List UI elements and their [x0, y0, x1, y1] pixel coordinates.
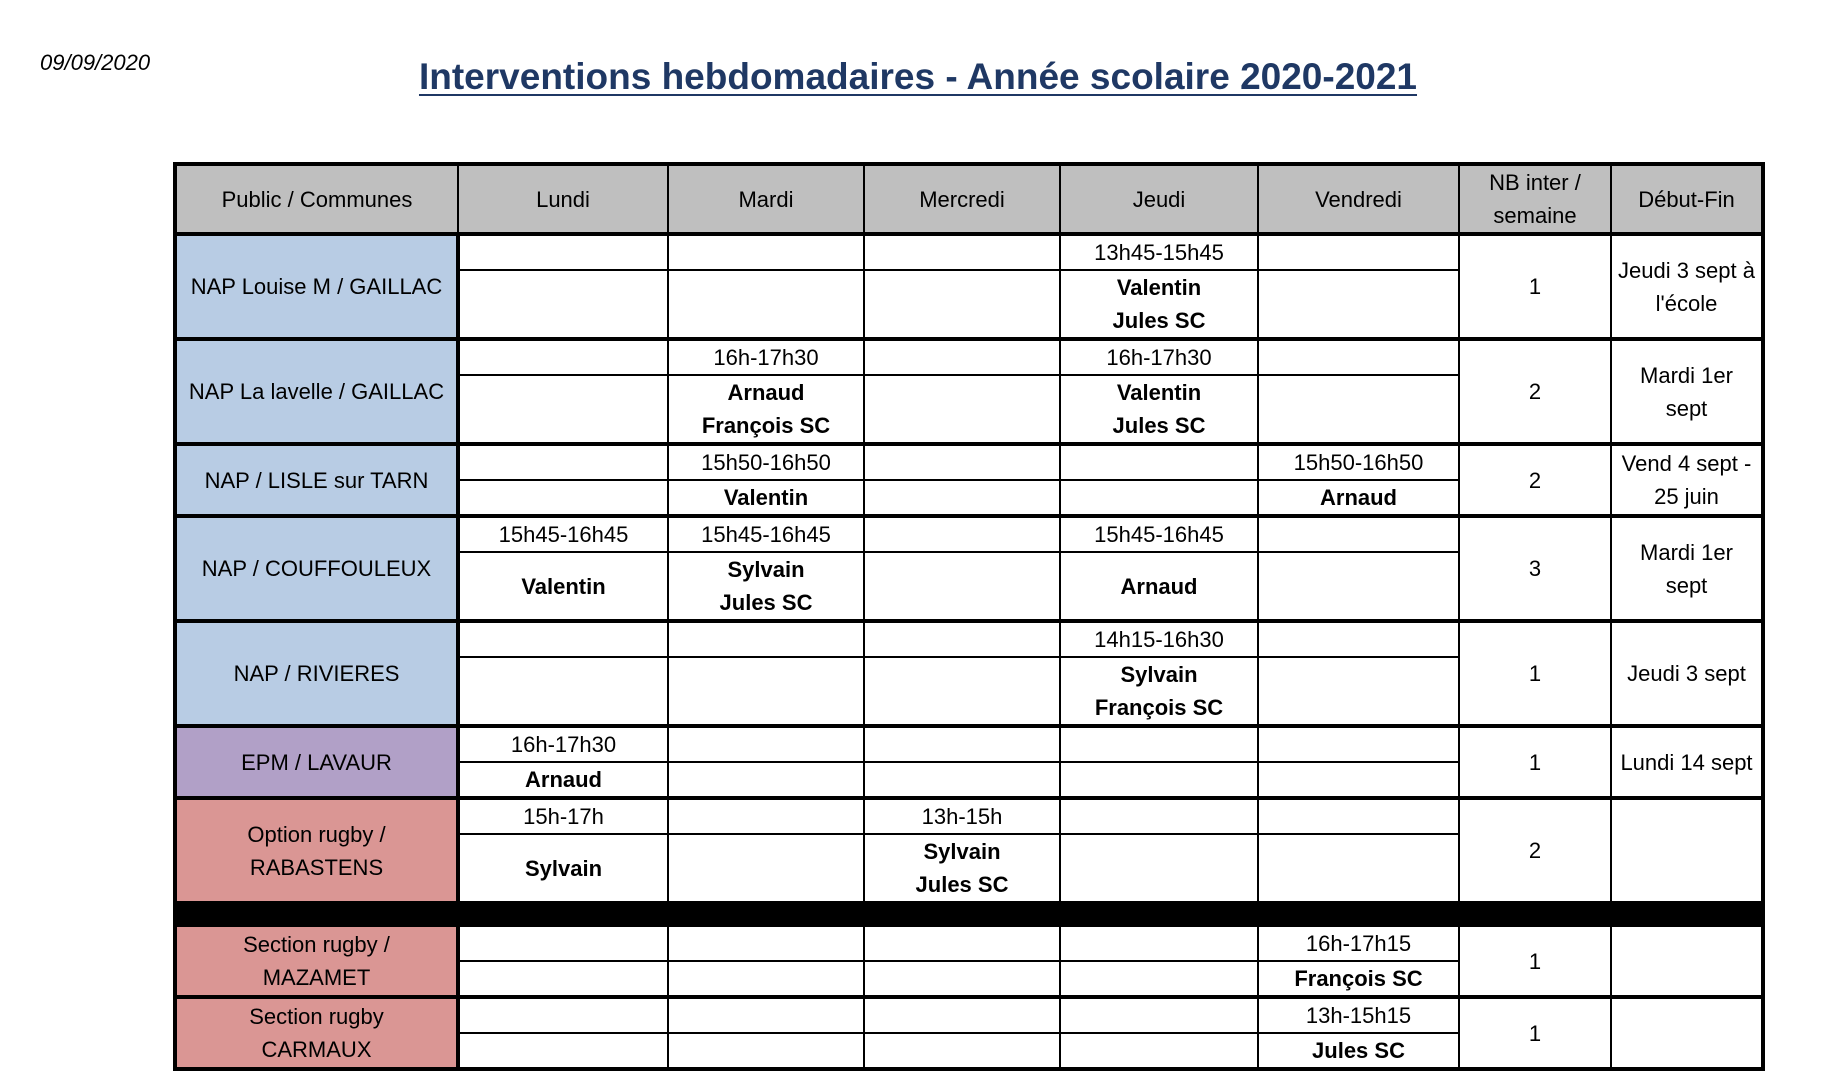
public-label: EPM / LAVAUR [241, 749, 392, 775]
time-cell [864, 726, 1060, 762]
debut-fin-cell [1611, 997, 1763, 1069]
time-cell [458, 234, 668, 270]
public-label: CARMAUX [261, 1037, 372, 1062]
time-cell [1060, 997, 1258, 1033]
nb-inter-cell: 1 [1459, 234, 1611, 339]
intervenant-name: François SC [701, 413, 831, 438]
time-cell: 15h-17h [458, 798, 668, 834]
time-cell: 16h-17h30 [1060, 339, 1258, 375]
intervenant-name: Jules SC [915, 872, 1009, 897]
public-label: NAP / COUFFOULEUX [201, 556, 432, 581]
names-cell [458, 834, 668, 902]
header-vendredi: Vendredi [1258, 164, 1459, 234]
names-cell [1060, 1033, 1258, 1069]
schedule-body [175, 234, 1763, 1069]
intervenant-name: Arnaud [1120, 573, 1198, 599]
names-cell [668, 1033, 864, 1069]
table-row [175, 444, 1763, 480]
public-cell [175, 997, 458, 1069]
table-row [175, 339, 1763, 375]
table-row [175, 726, 1763, 762]
header-row [175, 164, 1763, 234]
names-cell [458, 552, 668, 621]
public-cell [175, 925, 458, 997]
time-cell [668, 234, 864, 270]
header-nb-line2: semaine [1493, 203, 1577, 228]
time-cell [668, 621, 864, 657]
time-cell: 16h-17h15 [1258, 925, 1459, 961]
intervenant-name: Arnaud [525, 767, 602, 792]
names-cell [1060, 270, 1258, 339]
schedule-table [173, 162, 1765, 1071]
names-cell [864, 834, 1060, 902]
nb-inter-cell: 3 [1459, 516, 1611, 621]
names-cell [668, 552, 864, 621]
public-cell [175, 339, 458, 444]
names-cell [458, 961, 668, 997]
names-cell [1258, 961, 1459, 997]
intervenant-name: Valentin [1116, 275, 1202, 300]
time-cell: 16h-17h30 [458, 726, 668, 762]
header-debut-fin: Début-Fin [1611, 164, 1763, 234]
nb-inter-cell: 1 [1459, 726, 1611, 798]
public-label: NAP / RIVIERES [233, 661, 400, 686]
time-cell [458, 997, 668, 1033]
public-cell [175, 726, 458, 798]
page-title: Interventions hebdomadaires - Année scolaire 2020-2021 [418, 56, 1418, 97]
intervenant-name: Arnaud [1320, 485, 1397, 510]
intervenant-name: Sylvain [524, 855, 603, 881]
time-cell: 14h15-16h30 [1060, 621, 1258, 657]
names-cell [1060, 552, 1258, 621]
names-cell [864, 375, 1060, 444]
intervenant-name: Valentin [723, 485, 809, 510]
time-cell: 15h45-16h45 [458, 516, 668, 552]
public-cell [175, 234, 458, 339]
nb-inter-cell: 2 [1459, 444, 1611, 516]
intervenant-name: Jules SC [1312, 1038, 1405, 1063]
intervenant-name: Sylvain [727, 557, 805, 582]
debut-fin-text: 25 juin [1654, 484, 1719, 509]
time-cell [1258, 726, 1459, 762]
header-public: Public / Communes [175, 164, 458, 234]
debut-fin-text: Mardi 1er [1640, 539, 1733, 565]
time-cell [458, 621, 668, 657]
intervenant-name: Jules SC [1112, 308, 1206, 333]
table-row [175, 798, 1763, 834]
section-separator [175, 902, 1763, 925]
debut-fin-cell [1611, 339, 1763, 444]
time-cell [1258, 234, 1459, 270]
names-cell [864, 480, 1060, 516]
names-cell [668, 762, 864, 798]
names-cell [668, 375, 864, 444]
names-cell [864, 552, 1060, 621]
nb-inter-cell: 2 [1459, 339, 1611, 444]
time-cell [458, 444, 668, 480]
public-label: Section rugby / [243, 932, 390, 957]
names-cell [668, 657, 864, 726]
names-cell [668, 480, 864, 516]
names-cell [1258, 552, 1459, 621]
public-label: RABASTENS [249, 854, 384, 880]
intervenant-name: Valentin [521, 573, 606, 599]
names-cell [1258, 480, 1459, 516]
intervenant-name: Jules SC [1112, 413, 1206, 438]
time-cell [864, 621, 1060, 657]
names-cell [458, 762, 668, 798]
intervenant-name: Sylvain [923, 839, 1001, 864]
time-cell: 15h45-16h45 [668, 516, 864, 552]
debut-fin-text: sept [1665, 395, 1708, 421]
time-cell: 15h50-16h50 [1258, 444, 1459, 480]
debut-fin-text: Jeudi 3 sept [1627, 661, 1746, 686]
time-cell: 13h45-15h45 [1060, 234, 1258, 270]
header-mercredi: Mercredi [864, 164, 1060, 234]
table-row [175, 516, 1763, 552]
intervenant-name: François SC [1094, 695, 1224, 720]
time-cell: 13h-15h15 [1258, 997, 1459, 1033]
debut-fin-text: Lundi 14 sept [1620, 749, 1753, 775]
names-cell [668, 834, 864, 902]
debut-fin-text: Mardi 1er [1640, 362, 1733, 388]
header-nb-line1: NB inter / [1489, 170, 1581, 195]
names-cell [458, 657, 668, 726]
names-cell [864, 762, 1060, 798]
time-cell: 15h50-16h50 [668, 444, 864, 480]
public-cell [175, 444, 458, 516]
time-cell [1060, 798, 1258, 834]
names-cell [458, 270, 668, 339]
table-row [175, 234, 1763, 270]
intervenant-name: François SC [1294, 966, 1423, 991]
names-cell [1258, 834, 1459, 902]
names-cell [458, 375, 668, 444]
time-cell [458, 925, 668, 961]
names-cell [1060, 961, 1258, 997]
time-cell [1258, 798, 1459, 834]
time-cell [1060, 444, 1258, 480]
intervenant-name: Valentin [1116, 380, 1202, 405]
time-cell: 16h-17h30 [668, 339, 864, 375]
time-cell [864, 997, 1060, 1033]
names-cell [1258, 270, 1459, 339]
table-row [175, 621, 1763, 657]
time-cell: 13h-15h [864, 798, 1060, 834]
debut-fin-text: l'école [1655, 290, 1718, 316]
debut-fin-cell [1611, 444, 1763, 516]
public-label: NAP La lavelle / GAILLAC [188, 379, 445, 404]
debut-fin-cell [1611, 798, 1763, 902]
names-cell [1060, 657, 1258, 726]
time-cell: 15h45-16h45 [1060, 516, 1258, 552]
public-label: NAP / LISLE sur TARN [204, 467, 429, 493]
names-cell [1060, 762, 1258, 798]
names-cell [1060, 480, 1258, 516]
nb-inter-cell: 1 [1459, 621, 1611, 726]
document-date: 09/09/2020 [40, 50, 151, 75]
intervenant-name: Arnaud [727, 380, 805, 405]
header-mardi: Mardi [668, 164, 864, 234]
debut-fin-cell [1611, 621, 1763, 726]
public-label: MAZAMET [262, 965, 371, 990]
nb-inter-cell: 1 [1459, 997, 1611, 1069]
table-row [175, 925, 1763, 961]
header-nb-inter [1459, 164, 1611, 234]
time-cell [1258, 339, 1459, 375]
time-cell [458, 339, 668, 375]
public-label: Section rugby [249, 1004, 384, 1029]
time-cell [1060, 726, 1258, 762]
names-cell [1258, 762, 1459, 798]
public-label: Option rugby / [247, 821, 386, 847]
public-cell [175, 516, 458, 621]
names-cell [864, 1033, 1060, 1069]
names-cell [1060, 834, 1258, 902]
header-lundi: Lundi [458, 164, 668, 234]
time-cell [864, 925, 1060, 961]
debut-fin-cell [1611, 234, 1763, 339]
time-cell [864, 444, 1060, 480]
time-cell [1258, 621, 1459, 657]
names-cell [1258, 1033, 1459, 1069]
names-cell [864, 657, 1060, 726]
names-cell [1060, 375, 1258, 444]
time-cell [864, 516, 1060, 552]
debut-fin-cell [1611, 516, 1763, 621]
names-cell [864, 961, 1060, 997]
header-jeudi: Jeudi [1060, 164, 1258, 234]
names-cell [668, 270, 864, 339]
time-cell [668, 997, 864, 1033]
names-cell [458, 1033, 668, 1069]
time-cell [668, 726, 864, 762]
intervenant-name: Sylvain [1120, 662, 1198, 687]
time-cell [668, 798, 864, 834]
names-cell [864, 270, 1060, 339]
time-cell [1060, 925, 1258, 961]
debut-fin-text: Vend 4 sept - [1621, 451, 1752, 476]
table-row [175, 997, 1763, 1033]
time-cell [864, 339, 1060, 375]
debut-fin-text: sept [1665, 572, 1708, 598]
debut-fin-cell [1611, 925, 1763, 997]
debut-fin-text: Jeudi 3 sept à [1618, 257, 1755, 283]
time-cell [1258, 516, 1459, 552]
names-cell [1258, 375, 1459, 444]
public-cell [175, 798, 458, 902]
names-cell [668, 961, 864, 997]
nb-inter-cell: 1 [1459, 925, 1611, 997]
time-cell [668, 925, 864, 961]
time-cell [864, 234, 1060, 270]
separator-bar [175, 902, 1763, 925]
public-cell [175, 621, 458, 726]
nb-inter-cell: 2 [1459, 798, 1611, 902]
names-cell [1258, 657, 1459, 726]
public-label: NAP Louise M / GAILLAC [190, 274, 443, 299]
debut-fin-cell [1611, 726, 1763, 798]
names-cell [458, 480, 668, 516]
intervenant-name: Jules SC [719, 590, 813, 615]
